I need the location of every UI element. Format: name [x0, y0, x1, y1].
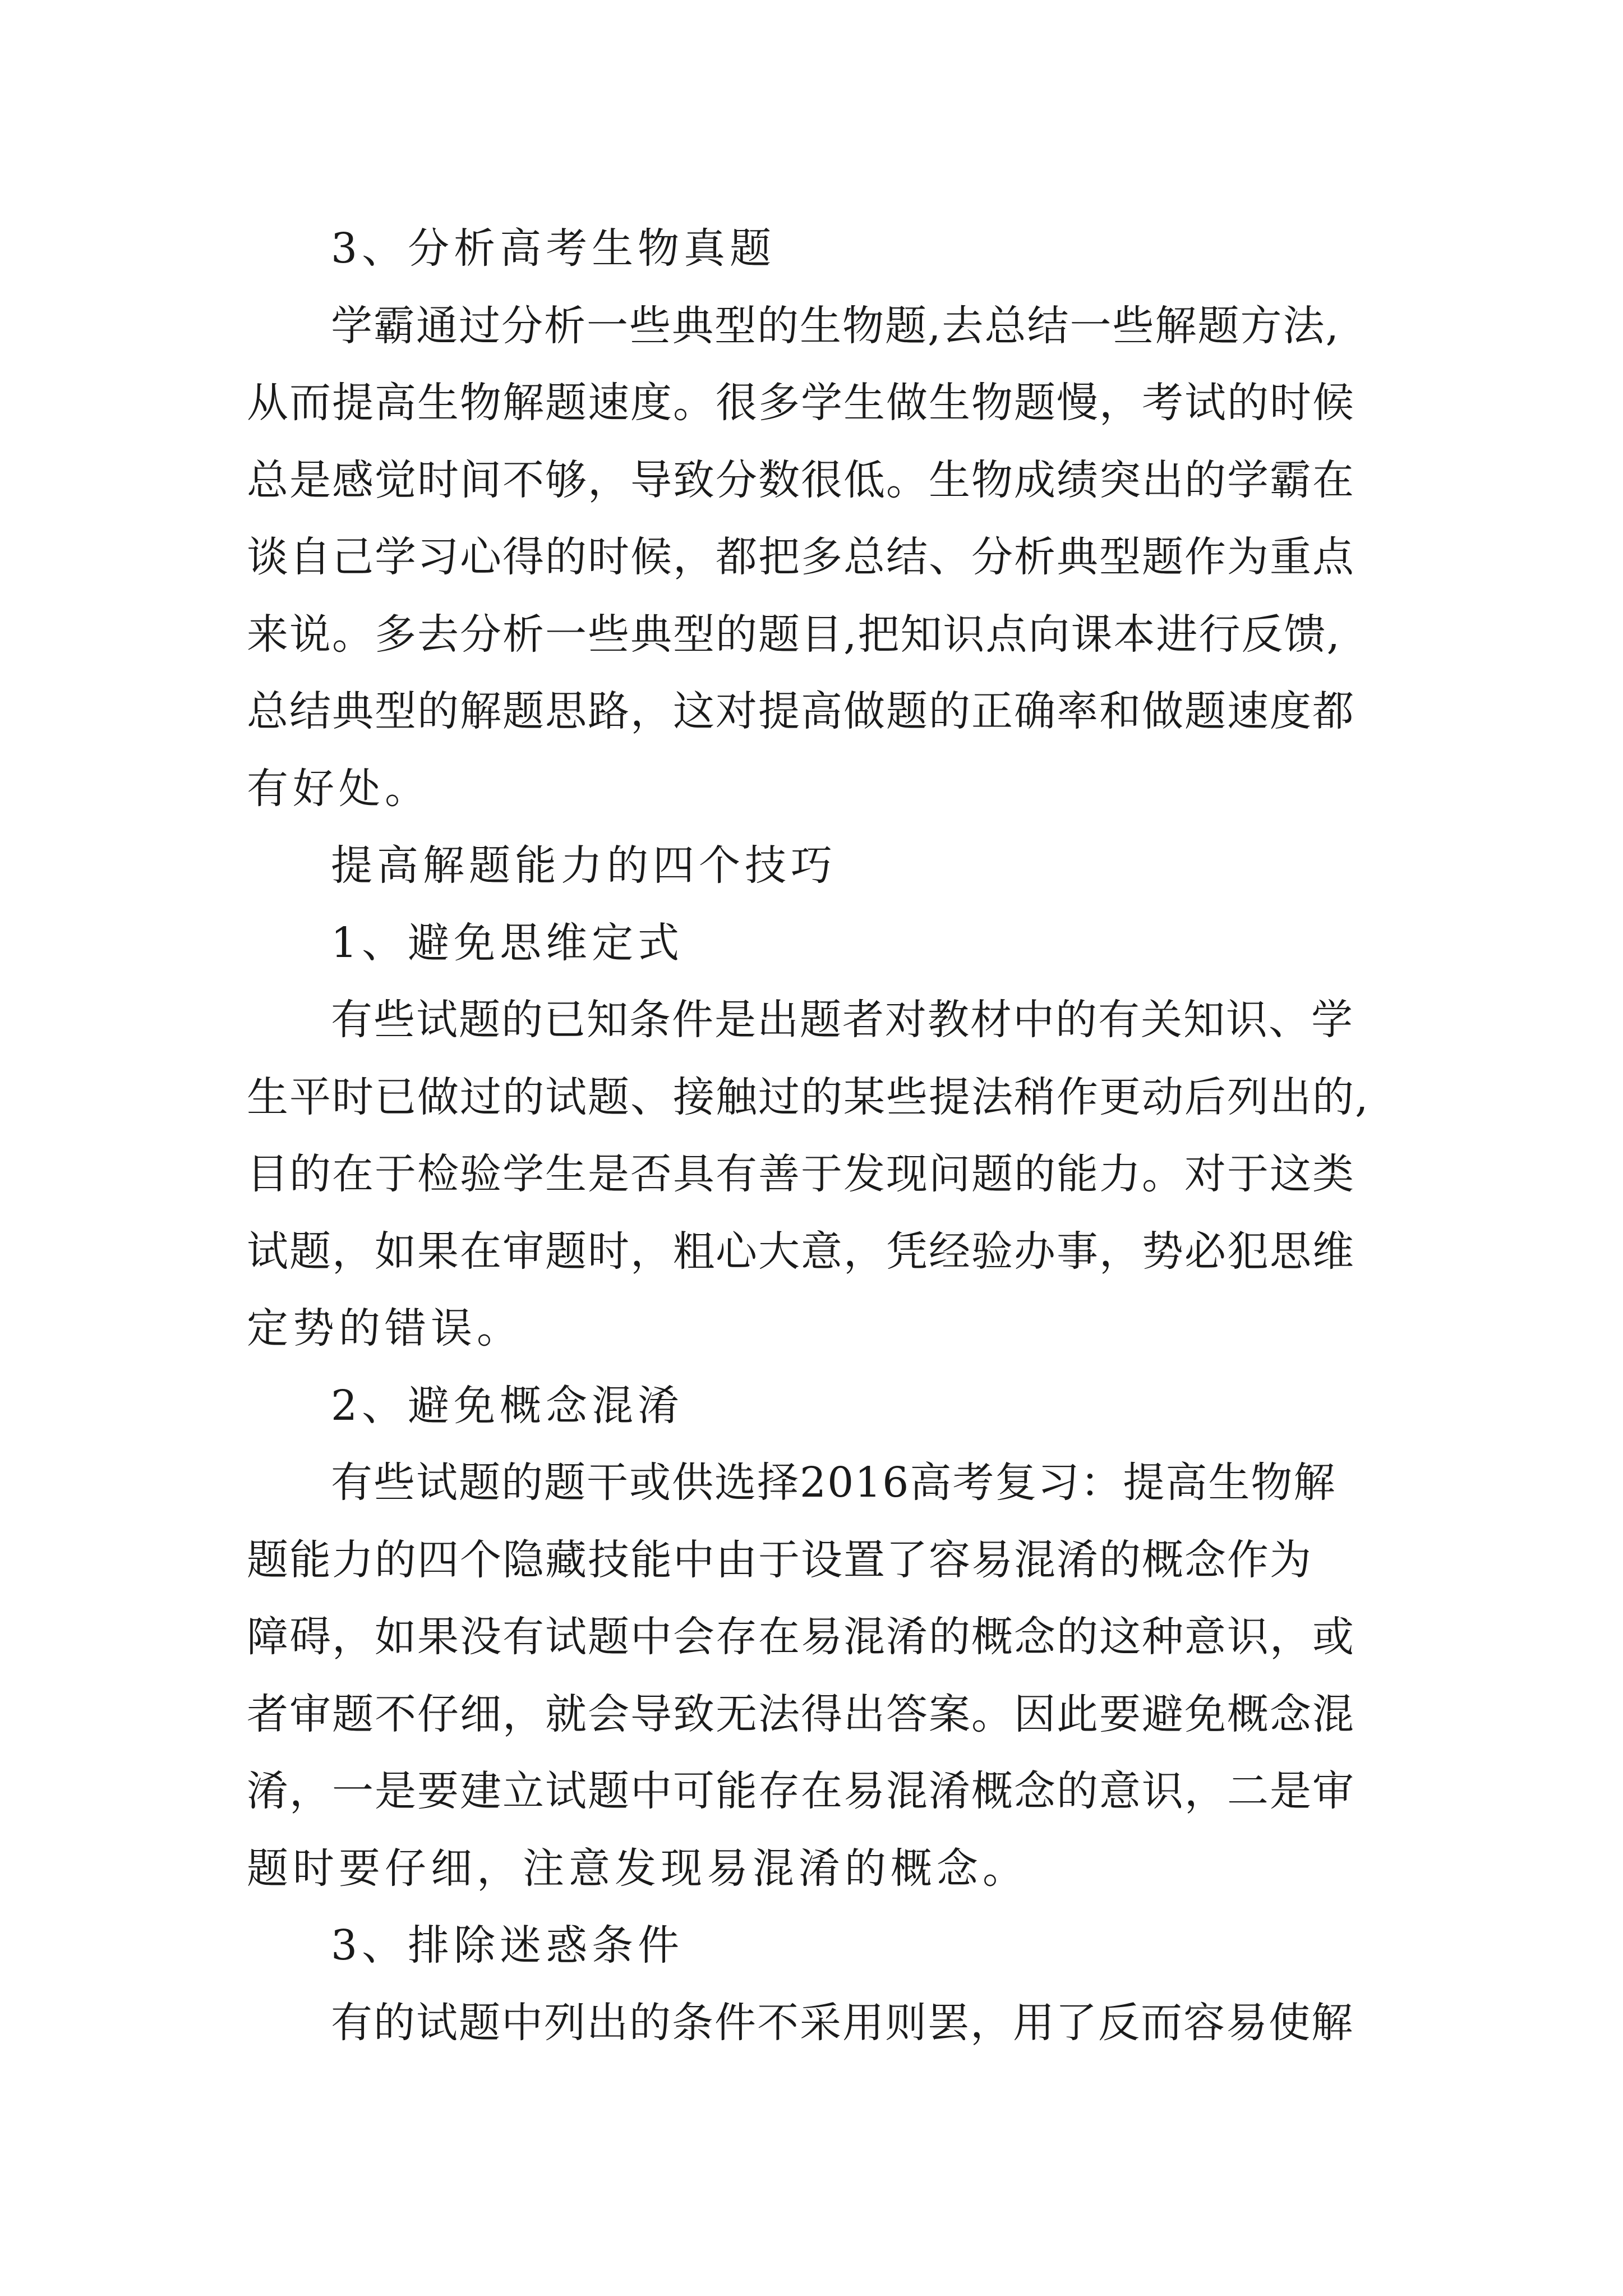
subheading-avoid-confusion: 2、避免概念混淆	[331, 1381, 684, 1430]
document-body	[247, 210, 1436, 2062]
paragraph-line: 从而提高生物解题速度。很多学生做生物题慢，考试的时候	[247, 379, 1355, 427]
paragraph-line: 总是感觉时间不够，导致分数很低。生物成绩突出的学霸在	[247, 455, 1355, 504]
paragraph-line: 来说。多去分析一些典型的题目,把知识点向课本进行反馈,	[247, 610, 1341, 659]
paragraph-line: 有些试题的已知条件是出题者对教材中的有关知识、学	[331, 996, 1354, 1044]
paragraph-line: 目的在于检验学生是否具有善于发现问题的能力。对于这类	[247, 1150, 1355, 1198]
paragraph-line: 有些试题的题干或供选择2016高考复习：提高生物解	[331, 1458, 1336, 1507]
paragraph-line: 总结典型的解题思路，这对提高做题的正确率和做题速度都	[247, 687, 1355, 735]
subheading-avoid-mindset: 1、避免思维定式	[331, 918, 684, 967]
paragraph-line: 有的试题中列出的条件不采用则罢，用了反而容易使解	[331, 1998, 1354, 2047]
paragraph-line: 试题，如果在审题时，粗心大意，凭经验办事，势必犯思维	[247, 1227, 1355, 1276]
paragraph-line: 题能力的四个隐藏技能中由于设置了容易混淆的概念作为	[247, 1535, 1312, 1584]
paragraph-line: 学霸通过分析一些典型的生物题,去总结一些解题方法,	[331, 301, 1340, 350]
paragraph-line: 生平时已做过的试题、接触过的某些提法稍作更动后列出的,	[247, 1073, 1370, 1121]
paragraph-line: 者审题不仔细，就会导致无法得出答案。因此要避免概念混	[247, 1690, 1355, 1738]
paragraph-line: 有好处。	[247, 764, 431, 813]
paragraph-line: 定势的错误。	[247, 1304, 523, 1352]
section-heading-four-skills: 提高解题能力的四个技巧	[331, 841, 837, 890]
paragraph-line: 题时要仔细，注意发现易混淆的概念。	[247, 1844, 1029, 1893]
paragraph-line: 谈自己学习心得的时候，都把多总结、分析典型题作为重点	[247, 533, 1355, 581]
paragraph-line: 淆，一是要建立试题中可能存在易混淆概念的意识，二是审	[247, 1767, 1355, 1815]
subheading-exclude-distractors: 3、排除迷惑条件	[331, 1921, 684, 1970]
section-heading-analyze-exam: 3、分析高考生物真题	[331, 224, 776, 273]
paragraph-line: 障碍，如果没有试题中会存在易混淆的概念的这种意识，或	[247, 1613, 1355, 1661]
